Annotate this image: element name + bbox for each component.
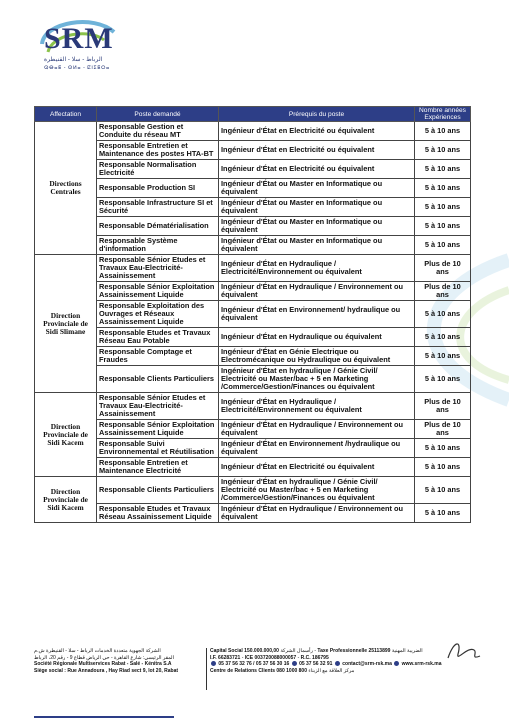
footer-left — [34, 648, 204, 674]
poste-cell: Responsable Clients Particuliers — [97, 366, 219, 393]
table-row — [35, 347, 471, 366]
prerequis-cell: Ingénieur d'État ou Master en Informatique ou équivalent — [219, 179, 415, 198]
experience-cell: 5 à 10 ans — [415, 217, 471, 236]
header-experience: Nombre années Expériences — [415, 107, 471, 122]
footer-right: Capital Social 150.000.000,00 رأسمال الشركة - Taxe Professionnelle 25113899 الضريبة المهنية I.F. 66283721 - ICE 003720088000057 - R.C. 186795 05 37 56 32 76 / 05 37 56 30 16 05 37 56 32 91 contact@srm-rsk.ma www.srm-rsk.ma Centre de Relations Clients 080 1000 800 مركز العلاقة مع الزبناء — [210, 648, 442, 674]
footer-website[interactable]: www.srm-rsk.ma — [401, 661, 442, 668]
poste-cell: Responsable Entretien et Maintenance des postes HTA-BT — [97, 141, 219, 160]
footer-relations: Centre de Relations Clients 080 1000 800 — [210, 667, 307, 674]
globe-icon — [394, 661, 399, 666]
poste-cell: Responsable Gestion et Conduite du réseau MT — [97, 122, 219, 141]
footer-company: Société Régionale Multiservices Rabat - Salé - Kénitra S.A — [34, 661, 172, 668]
footer-company-arabic: الشركة الجهوية متعددة الخدمات الرباط - سلا - القنيطرة ش.م — [34, 648, 161, 654]
prerequis-cell: Ingénieur d'État en Hydraulique ou équivalent — [219, 328, 415, 347]
table-row — [35, 179, 471, 198]
footer-taxe: Taxe Professionnelle 25113899 — [317, 648, 391, 654]
prerequis-cell: Ingénieur d'État en Electricité ou équivalent — [219, 141, 415, 160]
logo-brand: SRM — [44, 22, 114, 55]
prerequis-cell: Ingénieur d'État ou Master en Informatique ou équivalent — [219, 236, 415, 255]
experience-cell: 5 à 10 ans — [415, 439, 471, 458]
table-row — [35, 255, 471, 282]
footer-taxe-arabic: الضريبة المهنية — [391, 648, 423, 654]
table-row — [35, 198, 471, 217]
poste-cell: Responsable Etudes et Travaux Réseau Assainissement Liquide — [97, 504, 219, 523]
affectation-cell: Direction Provinciale de Sidi Kacem — [35, 393, 97, 477]
prerequis-cell: Ingénieur d'État en Hydraulique / Environnement ou équivalent — [219, 282, 415, 301]
prerequis-cell: Ingénieur d'État en Hydraulique / Electricité/Environnement ou équivalent — [219, 393, 415, 420]
experience-cell: 5 à 10 ans — [415, 328, 471, 347]
prerequis-cell: Ingénieur d'État en Environnement/ hydraulique ou équivalent — [219, 301, 415, 328]
poste-cell: Responsable Sénior Exploitation Assainissement Liquide — [97, 282, 219, 301]
poste-cell: Responsable Sénior Etudes et Travaux Eau-Electricité-Assainissement — [97, 393, 219, 420]
experience-cell: 5 à 10 ans — [415, 504, 471, 523]
footer-rc: R.C. 186795 — [300, 654, 329, 661]
poste-cell: Responsable Dématérialisation — [97, 217, 219, 236]
footer — [34, 648, 494, 708]
table-row — [35, 122, 471, 141]
table-row — [35, 504, 471, 523]
prerequis-cell: Ingénieur d'État ou Master en Informatique ou équivalent — [219, 198, 415, 217]
table-row — [35, 236, 471, 255]
poste-cell: Responsable Infrastructure SI et Sécurité — [97, 198, 219, 217]
prerequis-cell: Ingénieur d'État en Environnement /hydraulique ou équivalent — [219, 439, 415, 458]
experience-cell: 5 à 10 ans — [415, 179, 471, 198]
experience-cell: 5 à 10 ans — [415, 160, 471, 179]
poste-cell: Responsable Comptage et Fraudes — [97, 347, 219, 366]
table-row — [35, 141, 471, 160]
experience-cell: 5 à 10 ans — [415, 347, 471, 366]
prerequis-cell: Ingénieur d'État en Electricité ou équivalent — [219, 160, 415, 179]
footer-accent-bar — [34, 716, 174, 718]
table-row — [35, 366, 471, 393]
table-row — [35, 282, 471, 301]
table-row — [35, 439, 471, 458]
footer-address: Siège social : Rue Annadoura , Hay Riad sect 9, lot 20, Rabat — [34, 667, 179, 674]
mail-icon — [335, 661, 340, 666]
footer-relations-arabic: مركز العلاقة مع الزبناء — [308, 667, 355, 674]
poste-cell: Responsable Système d'information — [97, 236, 219, 255]
prerequis-cell: Ingénieur d'État en Hydraulique / Electricité/Environnement ou équivalent — [219, 255, 415, 282]
affectation-cell: Direction Provinciale de Sidi Kacem — [35, 477, 97, 523]
footer-phone: 05 37 56 32 76 / 05 37 56 30 16 — [218, 661, 290, 668]
experience-cell: Plus de 10 ans — [415, 255, 471, 282]
affectation-cell: Directions Centrales — [35, 122, 97, 255]
experience-cell: 5 à 10 ans — [415, 477, 471, 504]
poste-cell: Responsable Suivi Environnemental et Réutilisation — [97, 439, 219, 458]
poste-cell: Responsable Entretien et Maintenance Electricité — [97, 458, 219, 477]
poste-cell: Responsable Production SI — [97, 179, 219, 198]
footer-ice: ICE 003720088000057 — [244, 654, 297, 661]
table-body — [35, 122, 471, 523]
experience-cell: 5 à 10 ans — [415, 301, 471, 328]
table-row — [35, 393, 471, 420]
table-row — [35, 328, 471, 347]
footer-capital: Capital Social 150.000.000,00 — [210, 648, 279, 654]
experience-cell: 5 à 10 ans — [415, 122, 471, 141]
table-row — [35, 160, 471, 179]
logo-subtitle-arabic: الرباط - سلا - القنيطرة — [44, 56, 103, 63]
prerequis-cell: Ingénieur d'État en hydraulique / Génie Civil/ Electricité ou Master/bac + 5 en Marketing /Commerce/Gestion/Finances ou équivalent — [219, 366, 415, 393]
job-offers-table — [34, 106, 471, 523]
footer-capital-arabic: رأسمال الشركة — [280, 648, 313, 654]
experience-cell: 5 à 10 ans — [415, 236, 471, 255]
prerequis-cell: Ingénieur d'État en Electricité ou équivalent — [219, 458, 415, 477]
poste-cell: Responsable Sénior Etudes et Travaux Eau-Electricité-Assainissement — [97, 255, 219, 282]
poste-cell: Responsable Clients Particuliers — [97, 477, 219, 504]
footer-if: I.F. 66283721 — [210, 654, 241, 661]
experience-cell: 5 à 10 ans — [415, 366, 471, 393]
table-header-row — [35, 107, 471, 122]
table-row — [35, 458, 471, 477]
footer-email[interactable]: contact@srm-rsk.ma — [342, 661, 392, 668]
experience-cell: 5 à 10 ans — [415, 141, 471, 160]
fax-icon — [292, 661, 297, 666]
poste-cell: Responsable Etudes et Travaux Réseau Eau Potable — [97, 328, 219, 347]
phone-icon — [211, 661, 216, 666]
prerequis-cell: Ingénieur d'État en Electricité ou équivalent — [219, 122, 415, 141]
experience-cell: 5 à 10 ans — [415, 198, 471, 217]
header-prerequis: Prérequis du poste — [219, 107, 415, 122]
prerequis-cell: Ingénieur d'État en Hydraulique / Environnement ou équivalent — [219, 504, 415, 523]
header-poste: Poste demandé — [97, 107, 219, 122]
poste-cell: Responsable Sénior Exploitation Assainissement Liquide — [97, 420, 219, 439]
footer-divider — [206, 648, 207, 690]
prerequis-cell: Ingénieur d'État en hydraulique / Génie Civil/ Electricité ou Master/bac + 5 en Marketing /Commerce/Gestion/Finances ou équivalent — [219, 477, 415, 504]
experience-cell: Plus de 10 ans — [415, 282, 471, 301]
table-row — [35, 301, 471, 328]
table-row — [35, 217, 471, 236]
affectation-cell: Direction Provinciale de Sidi Slimane — [35, 255, 97, 393]
poste-cell: Responsable Normalisation Electricité — [97, 160, 219, 179]
footer-fax: 05 37 56 32 91 — [299, 661, 333, 668]
prerequis-cell: Ingénieur d'État ou Master en Informatique ou équivalent — [219, 217, 415, 236]
table-row — [35, 420, 471, 439]
prerequis-cell: Ingénieur d'État en Hydraulique / Environnement ou équivalent — [219, 420, 415, 439]
logo-subtitle-tifinagh: ⵕⴱⴰⵟ - ⵙⵍⴰ - ⵇⵏⵉⵟⵔⴰ — [44, 65, 110, 71]
prerequis-cell: Ingénieur d'État en Génie Electrique ou Electromécanique ou Hydraulique ou équivalent — [219, 347, 415, 366]
experience-cell: 5 à 10 ans — [415, 458, 471, 477]
footer-address-arabic: المقر الرئيسي: شارع القاهرة - حي الرياض قطاع 9 - رقم 20، الرباط — [34, 654, 174, 661]
table-row — [35, 477, 471, 504]
poste-cell: Responsable Exploitation des Ouvrages et Réseaux Assainissement Liquide — [97, 301, 219, 328]
experience-cell: Plus de 10 ans — [415, 393, 471, 420]
experience-cell: Plus de 10 ans — [415, 420, 471, 439]
header-affectation: Affectation — [35, 107, 97, 122]
